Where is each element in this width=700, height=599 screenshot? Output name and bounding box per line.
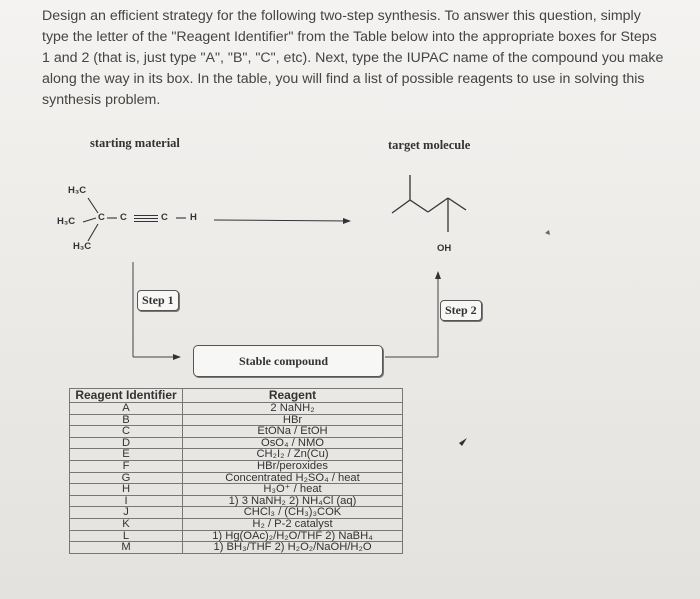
table-row [70, 414, 403, 426]
reagent-id: J [70, 507, 183, 519]
header-reagent: Reagent [183, 389, 403, 403]
reagent-id: G [70, 472, 183, 484]
question-line: type the letter of the "Reagent Identifier" from the Table below into the appropriate boxes for Steps [42, 29, 657, 45]
starting-material-label: starting material [90, 136, 180, 150]
table-row [70, 484, 403, 496]
sm-terminal-hydrogen: H [190, 212, 197, 223]
reagent-id: D [70, 437, 183, 449]
reagent-id: F [70, 460, 183, 472]
stray-mark [545, 230, 550, 235]
table-row [70, 437, 403, 449]
table-row [70, 518, 403, 530]
reagent-id: A [70, 403, 183, 415]
table-row [70, 495, 403, 507]
table-row [70, 472, 403, 484]
sm-quaternary-carbon: C [98, 212, 105, 223]
reagent-name: CHCl₃ / (CH₃)₃COK [183, 507, 403, 519]
target-molecule-label: target molecule [388, 138, 471, 152]
sm-alkyne-carbon-1: C [120, 212, 127, 223]
reagent-name: 2 NaNH₂ [183, 403, 403, 415]
question-line: synthesis problem. [42, 92, 161, 108]
reagent-name: CH₂I₂ / Zn(Cu) [183, 449, 403, 461]
reaction-arrow [214, 220, 350, 221]
reagent-table [69, 388, 403, 554]
table-header-row [70, 389, 403, 403]
reagent-id: H [70, 484, 183, 496]
reagent-id: L [70, 530, 183, 542]
sm-methyl-top: H₃C [68, 185, 87, 196]
target-hydroxyl: OH [437, 243, 452, 254]
question-line: Design an efficient strategy for the following two-step synthesis. To answer this question, simply [42, 8, 641, 24]
target-molecule-bonds [392, 175, 466, 232]
stable-compound-box[interactable] [193, 345, 383, 377]
stable-compound-label: Stable compound [239, 353, 329, 368]
sm-methyl-bottom: H₃C [73, 241, 92, 252]
sm-alkyne-carbon-2: C [161, 212, 168, 223]
sm-methyl-left: H₃C [57, 216, 76, 227]
reagent-name: Concentrated H₂SO₄ / heat [183, 472, 403, 484]
table-row [70, 460, 403, 472]
step1-box[interactable]: Step 1 [137, 290, 179, 311]
table-row [70, 530, 403, 542]
question-line: 1 and 2 (that is, just type "A", "B", "C", etc). Next, type the IUPAC name of the compound you make [42, 50, 664, 66]
step2-box[interactable]: Step 2 [440, 300, 482, 321]
table-row [70, 542, 403, 554]
table-row [70, 426, 403, 438]
cursor-mark [459, 438, 467, 446]
table-row [70, 403, 403, 415]
reagent-id: B [70, 414, 183, 426]
reagent-name: OsO₄ / NMO [183, 437, 403, 449]
table-row [70, 449, 403, 461]
reagent-name: HBr/peroxides [183, 460, 403, 472]
reagent-name: H₃O⁺ / heat [183, 484, 403, 496]
reagent-id: I [70, 495, 183, 507]
table-row [70, 507, 403, 519]
reagent-name: 1) Hg(OAc)₂/H₂O/THF 2) NaBH₄ [183, 530, 403, 542]
reagent-id: K [70, 518, 183, 530]
step2-connector [385, 272, 438, 357]
reagent-name: H₂ / P-2 catalyst [183, 518, 403, 530]
reagent-id: E [70, 449, 183, 461]
question-line: along the way in its box. In the table, you will find a list of possible reagents to use in solving this [42, 71, 645, 87]
reagent-name: 1) BH₃/THF 2) H₂O₂/NaOH/H₂O [183, 542, 403, 554]
reagent-name: 1) 3 NaNH₂ 2) NH₄Cl (aq) [183, 495, 403, 507]
reagent-id: M [70, 542, 183, 554]
reagent-name: EtONa / EtOH [183, 426, 403, 438]
reagent-name: HBr [183, 414, 403, 426]
header-reagent-identifier: Reagent Identifier [70, 389, 183, 403]
reagent-id: C [70, 426, 183, 438]
